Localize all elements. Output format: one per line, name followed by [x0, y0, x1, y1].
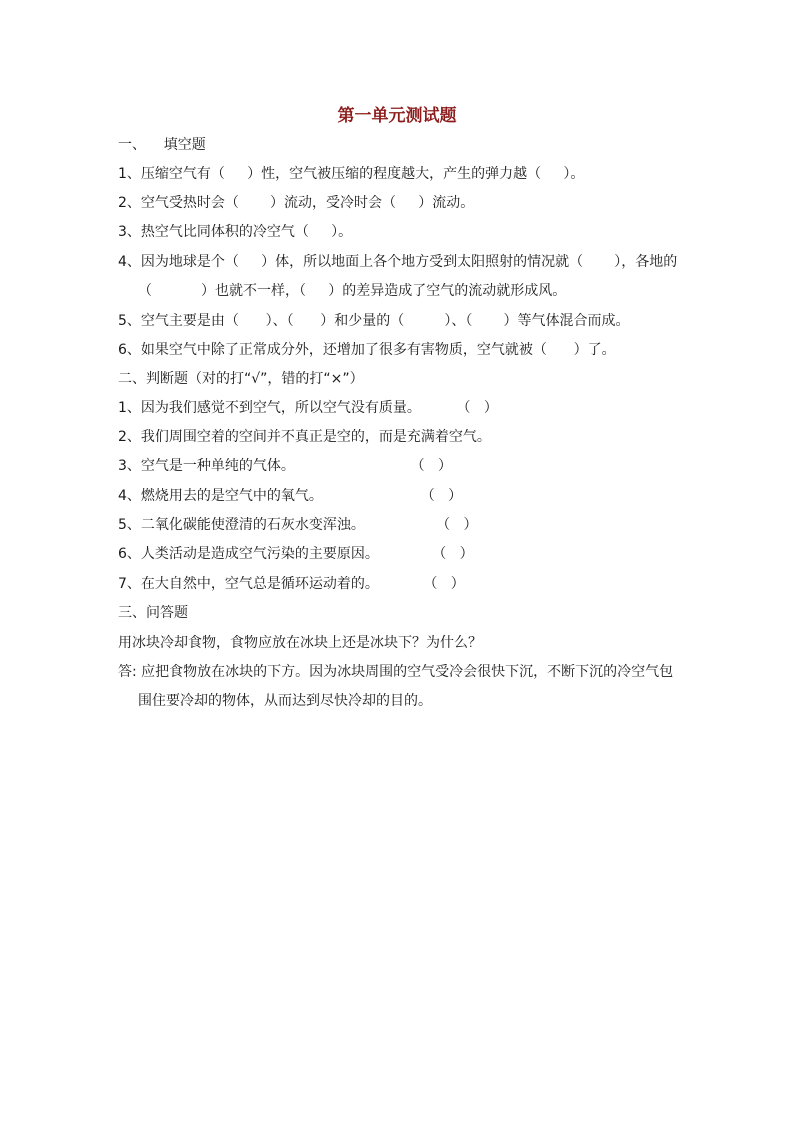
question-text: 用冰块冷却食物，食物应放在冰块上还是冰块下？为什么？: [118, 635, 482, 651]
question-text: 5、空气主要是由（ ）、（ ）和少量的（ ）、（ ）等气体混合而成。: [118, 313, 630, 329]
question-text: 6、人类活动是造成空气污染的主要原因。 （ ）: [118, 546, 474, 562]
page-title: 第一单元测试题: [337, 106, 457, 126]
question-text: 1、因为我们感觉不到空气，所以空气没有质量。 （ ）: [118, 400, 498, 416]
question-text: 1、压缩空气有（ ）性，空气被压缩的程度越大，产生的弹力越（ ）。: [118, 166, 585, 182]
question-text: 7、在大自然中，空气总是循环运动着的。 （ ）: [118, 576, 465, 592]
question-text: 4、因为地球是个（ ）体，所以地面上各个地方受到太阳照射的情况就（ ），各地的: [118, 254, 678, 270]
section-heading-fill-in: 一、 填空题: [118, 137, 206, 153]
question-text: 3、热空气比同体积的冷空气（ ）。: [118, 224, 353, 240]
question-text: 4、燃烧用去的是空气中的氧气。 （ ）: [118, 488, 463, 504]
answer-text: 答: 应把食物放在冰块的下方。因为冰块周围的空气受冷会很快下沉，不断下沉的冷空气包: [118, 664, 674, 680]
question-text: （ ）也就不一样，（ ）的差异造成了空气的流动就形成风。: [138, 283, 567, 299]
answer-text: 围住要冷却的物体，从而达到尽快冷却的目的。: [138, 693, 432, 709]
question-text: 2、我们周围空着的空间并不真正是空的，而是充满着空气。: [118, 429, 491, 445]
question-text: 6、如果空气中除了正常成分外，还增加了很多有害物质，空气就被（ ）了。: [118, 342, 616, 358]
section-heading-true-false: 二、判断题（对的打“√”，错的打“×”）: [118, 371, 364, 387]
section-heading-qa: 三、问答题: [118, 605, 188, 621]
question-text: 5、二氧化碳能使澄清的石灰水变浑浊。 （ ）: [118, 517, 478, 533]
question-text: 3、空气是一种单纯的气体。 （ ）: [118, 458, 452, 474]
question-text: 2、空气受热时会（ ）流动，受冷时会（ ）流动。: [118, 195, 475, 211]
